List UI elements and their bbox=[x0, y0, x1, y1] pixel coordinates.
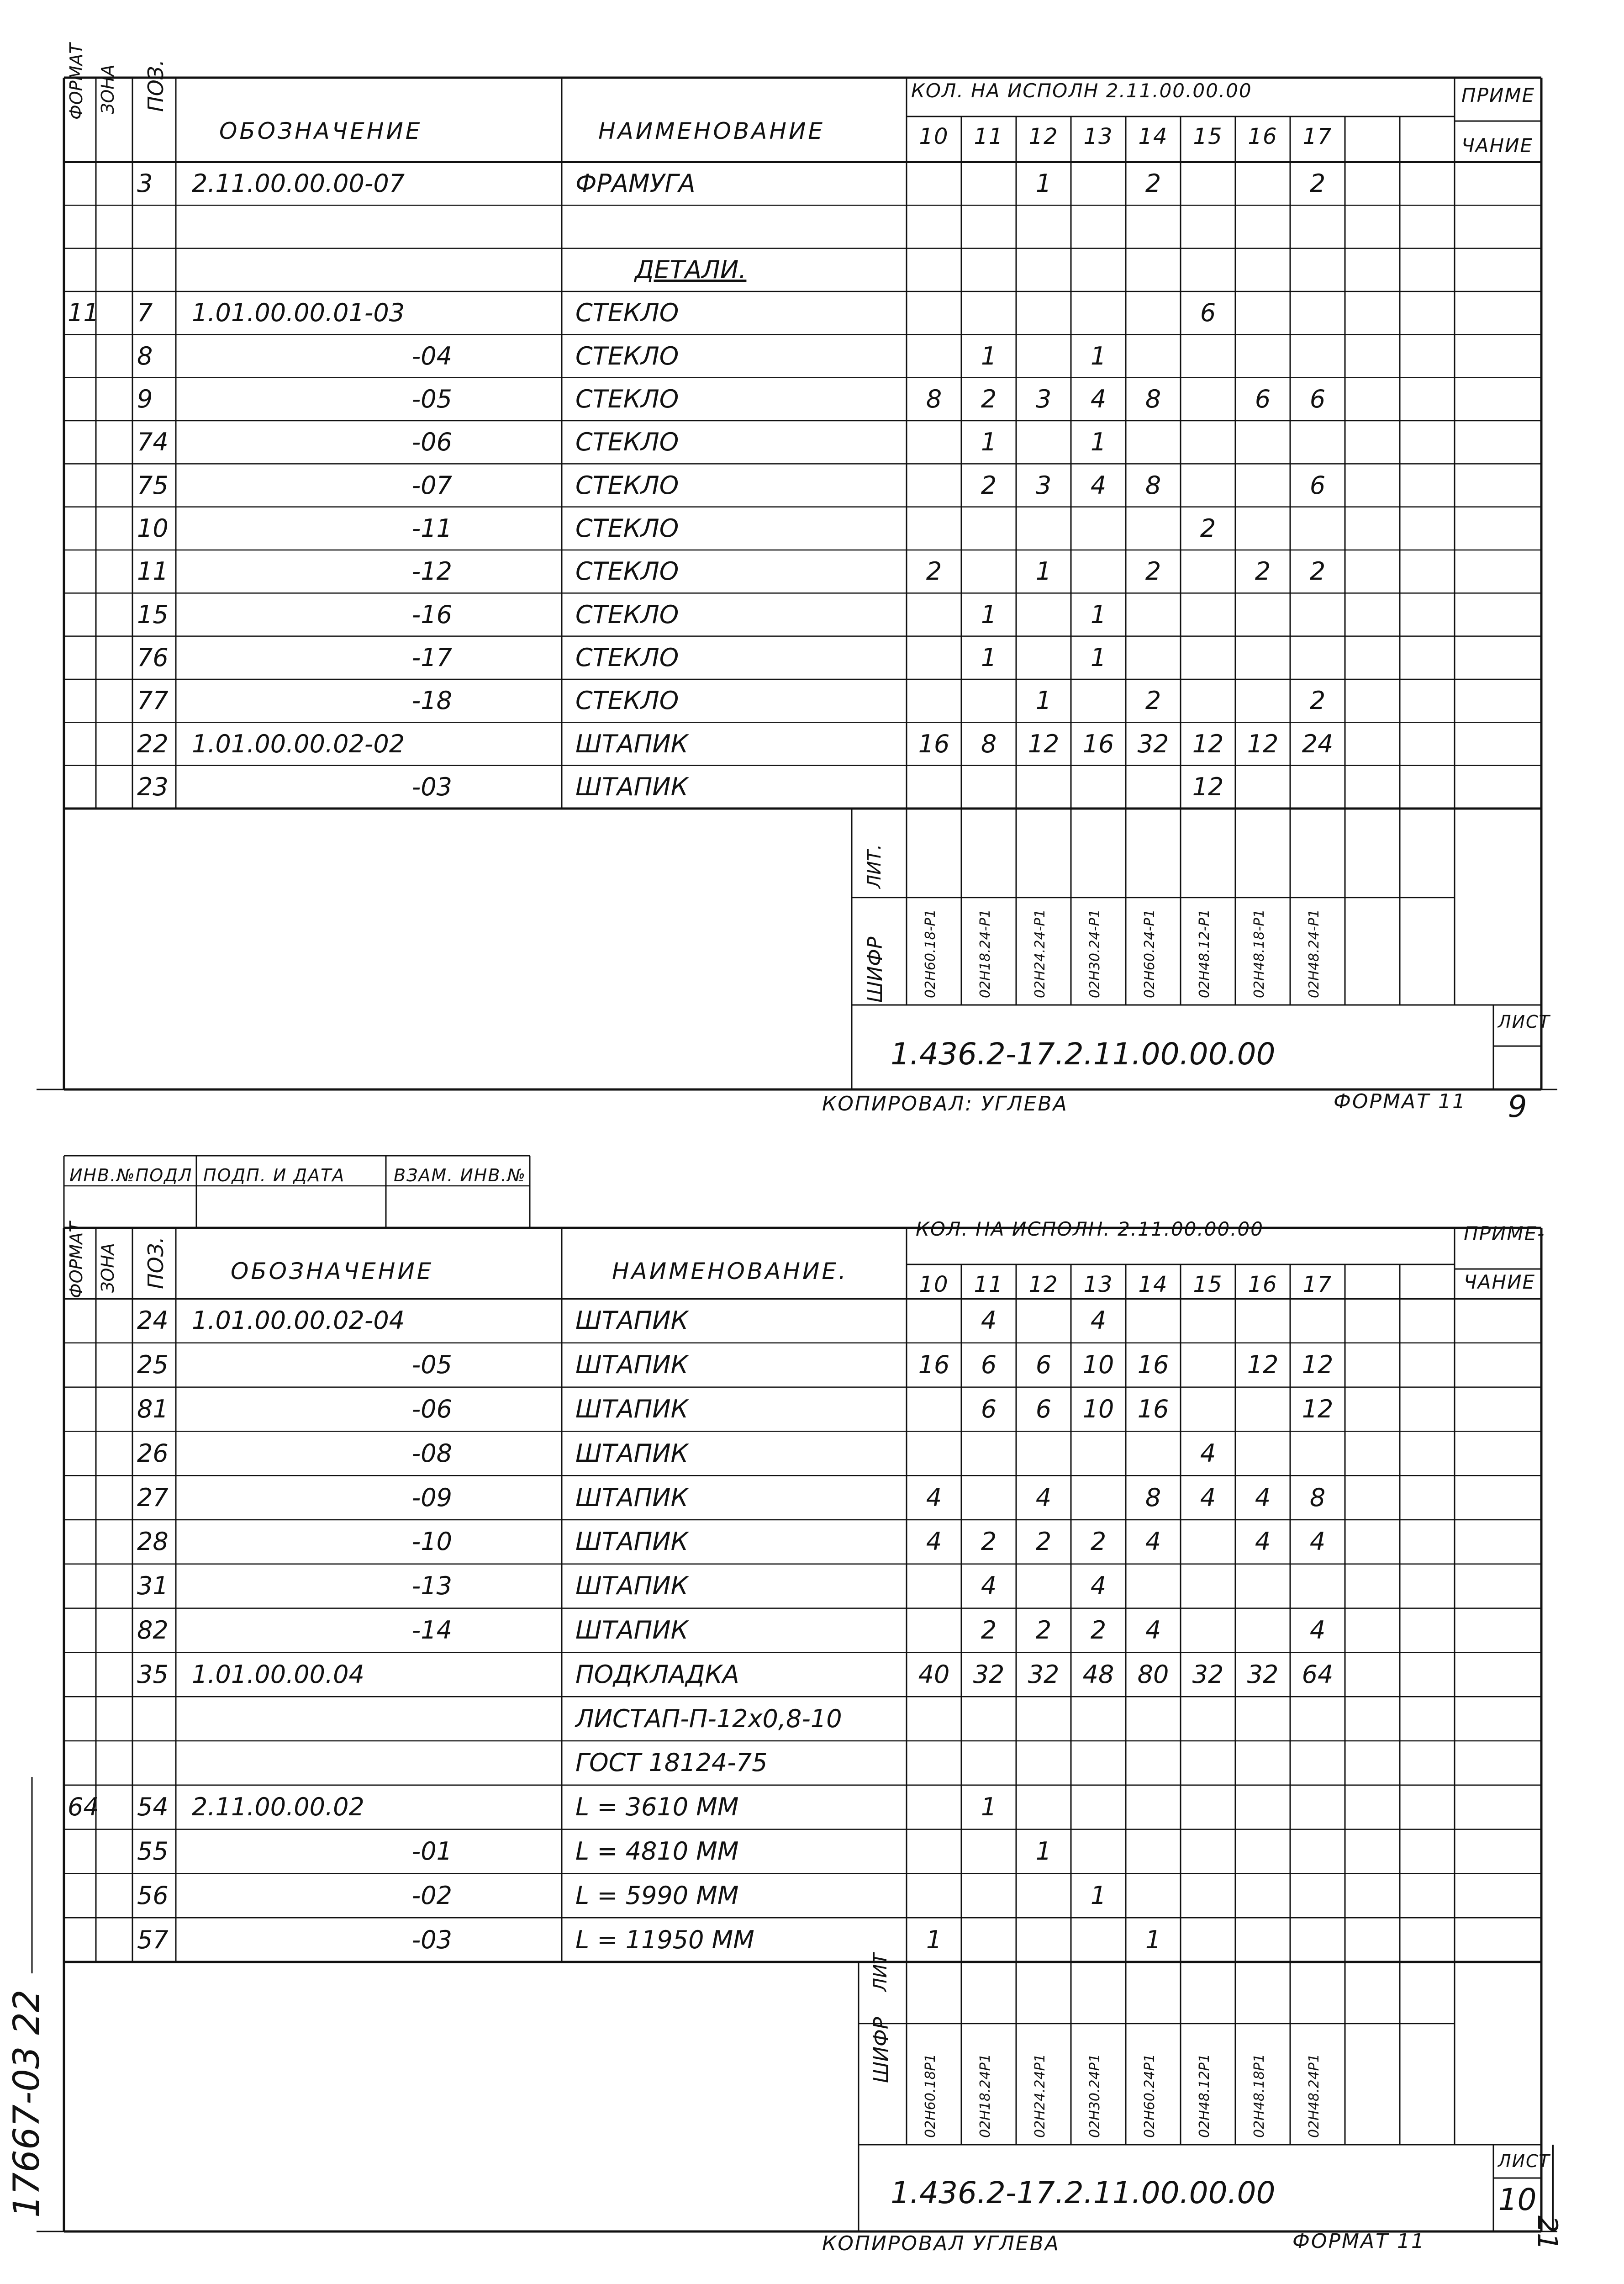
row-name: ШТАПИК bbox=[575, 1395, 689, 1423]
row-designation: -17 bbox=[411, 643, 452, 672]
row-qty-14: 16 bbox=[1137, 1350, 1169, 1380]
format-label: ФОРМАТ 11 bbox=[1292, 2230, 1425, 2253]
row-qty-13: 10 bbox=[1082, 1350, 1114, 1380]
quantity-column-10: 10 bbox=[919, 1272, 949, 1297]
row-name: ШТАПИК bbox=[575, 1616, 689, 1644]
format-label: ФОРМАТ 11 bbox=[1334, 1090, 1466, 1113]
row-qty-14: 2 bbox=[1145, 686, 1161, 715]
row-name: ЛИСТАП-П-12x0,8-10 bbox=[575, 1704, 842, 1733]
row-qty-10: 16 bbox=[918, 1350, 950, 1380]
row-qty-10: 4 bbox=[926, 1483, 942, 1512]
row-position: 15 bbox=[137, 600, 169, 629]
row-designation: -05 bbox=[411, 384, 452, 413]
row-qty-13: 10 bbox=[1082, 1395, 1114, 1423]
row-position: 8 bbox=[137, 341, 153, 370]
row-qty-13: 1 bbox=[1090, 341, 1107, 370]
shifr-code: 02Н48.18-Р1 bbox=[1251, 909, 1267, 998]
quantity-column-16: 16 bbox=[1248, 1272, 1278, 1297]
row-designation: -06 bbox=[411, 1395, 452, 1423]
shifr-code: 02Н48.24-Р1 bbox=[1306, 909, 1322, 998]
shifr-code: 02Н18.24Р1 bbox=[977, 2054, 993, 2138]
shifr-code: 02Н48.12-Р1 bbox=[1197, 909, 1213, 998]
row-qty-12: 12 bbox=[1028, 729, 1060, 758]
row-name: СТЕКЛО bbox=[575, 384, 679, 413]
row-name: ШТАПИК bbox=[575, 1438, 689, 1468]
row-qty-10: 4 bbox=[926, 1527, 942, 1556]
row-qty-12: 1 bbox=[1035, 1837, 1052, 1866]
row-qty-15: 12 bbox=[1192, 729, 1224, 758]
row-designation: -04 bbox=[411, 341, 452, 370]
row-position: 25 bbox=[137, 1350, 169, 1380]
row-name: L = 3610 ММ bbox=[575, 1792, 739, 1822]
quantity-column-13: 13 bbox=[1083, 124, 1113, 149]
approval-inv: ИНВ.№ПОДЛ bbox=[69, 1165, 193, 1185]
row-qty-15: 4 bbox=[1200, 1483, 1216, 1512]
row-qty-11: 4 bbox=[981, 1571, 997, 1601]
row-qty-11: 2 bbox=[981, 1527, 997, 1556]
header-name: НАИМЕНОВАНИЕ. bbox=[612, 1258, 848, 1285]
lit-label: ЛИТ bbox=[870, 1953, 891, 1992]
row-designation: -12 bbox=[411, 557, 452, 586]
row-position: 11 bbox=[137, 557, 169, 586]
row-qty-10: 40 bbox=[918, 1660, 950, 1689]
header-quantity: КОЛ. НА ИСПОЛН 2.11.00.00.00 bbox=[911, 79, 1252, 102]
row-qty-13: 4 bbox=[1090, 1571, 1107, 1601]
row-qty-13: 2 bbox=[1090, 1527, 1107, 1556]
row-name: СТЕКЛО bbox=[575, 341, 679, 370]
row-name: ШТАПИК bbox=[575, 1483, 689, 1512]
row-qty-16: 4 bbox=[1255, 1483, 1271, 1512]
header-note-bottom: ЧАНИЕ bbox=[1464, 1271, 1536, 1293]
row-qty-15: 4 bbox=[1200, 1438, 1216, 1468]
header-zone: ЗОНА bbox=[98, 1243, 118, 1293]
row-qty-14: 32 bbox=[1137, 729, 1169, 758]
row-position: 56 bbox=[137, 1881, 169, 1910]
quantity-column-11: 11 bbox=[974, 124, 1004, 149]
row-qty-12: 1 bbox=[1035, 169, 1052, 198]
quantity-column-15: 15 bbox=[1193, 124, 1223, 149]
shifr-code: 02Н60.18-Р1 bbox=[923, 909, 939, 998]
row-qty-14: 4 bbox=[1145, 1616, 1161, 1644]
row-qty-17: 2 bbox=[1309, 557, 1326, 586]
row-name: ФРАМУГА bbox=[575, 169, 696, 198]
row-name: L = 5990 ММ bbox=[575, 1881, 739, 1910]
row-qty-15: 2 bbox=[1200, 513, 1216, 543]
row-qty-14: 4 bbox=[1145, 1527, 1161, 1556]
row-position: 81 bbox=[137, 1395, 169, 1423]
row-position: 3 bbox=[137, 169, 153, 198]
row-position: 55 bbox=[137, 1837, 169, 1866]
row-qty-15: 12 bbox=[1192, 772, 1224, 801]
row-name: ШТАПИК bbox=[575, 1527, 689, 1556]
row-qty-17: 4 bbox=[1309, 1527, 1326, 1556]
row-qty-17: 24 bbox=[1302, 729, 1334, 758]
row-qty-12: 6 bbox=[1035, 1395, 1052, 1423]
shifr-code: 02Н18.24-Р1 bbox=[977, 909, 993, 998]
row-qty-12: 3 bbox=[1035, 471, 1052, 500]
row-designation: -13 bbox=[411, 1571, 452, 1601]
row-position: 10 bbox=[137, 513, 169, 543]
row-name: ШТАПИК bbox=[575, 729, 689, 758]
row-designation: -06 bbox=[411, 428, 452, 457]
row-qty-11: 1 bbox=[981, 341, 997, 370]
shifr-code: 02Н48.12Р1 bbox=[1197, 2054, 1213, 2138]
row-name: СТЕКЛО bbox=[575, 513, 679, 543]
row-qty-12: 32 bbox=[1028, 1660, 1060, 1689]
row-designation: 2.11.00.00.02 bbox=[192, 1792, 364, 1822]
row-name: ШТАПИК bbox=[575, 1350, 689, 1380]
spec-sheet-10 bbox=[0, 1142, 1624, 2284]
row-designation: 1.01.00.00.04 bbox=[192, 1660, 364, 1689]
row-qty-17: 6 bbox=[1309, 471, 1326, 500]
shifr-code: 02Н30.24Р1 bbox=[1087, 2054, 1103, 2138]
quantity-column-13: 13 bbox=[1083, 1272, 1113, 1297]
row-position: 24 bbox=[137, 1306, 169, 1335]
row-designation: -03 bbox=[411, 772, 452, 801]
row-qty-17: 12 bbox=[1302, 1395, 1334, 1423]
row-qty-12: 2 bbox=[1035, 1527, 1052, 1556]
row-qty-13: 4 bbox=[1090, 471, 1107, 500]
shifr-code: 02Н30.24-Р1 bbox=[1087, 909, 1103, 998]
row-position: 82 bbox=[137, 1616, 169, 1644]
header-pos: ПОЗ. bbox=[143, 1237, 168, 1289]
row-position: 23 bbox=[137, 772, 169, 801]
row-position: 9 bbox=[137, 384, 153, 413]
row-qty-13: 1 bbox=[1090, 643, 1107, 672]
row-qty-10: 2 bbox=[926, 557, 942, 586]
row-position: 28 bbox=[137, 1527, 169, 1556]
row-qty-16: 6 bbox=[1255, 384, 1271, 413]
approval-replace: ВЗАМ. ИНВ.№ bbox=[394, 1165, 527, 1185]
header-designation: ОБОЗНАЧЕНИЕ bbox=[231, 1258, 434, 1285]
quantity-column-12: 12 bbox=[1028, 1272, 1059, 1297]
row-qty-14: 80 bbox=[1137, 1660, 1169, 1689]
row-qty-12: 4 bbox=[1035, 1483, 1052, 1512]
row-name: ШТАПИК bbox=[575, 1571, 689, 1601]
row-qty-11: 2 bbox=[981, 1616, 997, 1644]
quantity-column-10: 10 bbox=[919, 124, 949, 149]
row-designation: 1.01.00.00.02-04 bbox=[192, 1306, 405, 1335]
approval-sign: ПОДП. И ДАТА bbox=[203, 1165, 345, 1185]
quantity-column-11: 11 bbox=[974, 1272, 1004, 1297]
row-designation: -11 bbox=[411, 513, 452, 543]
row-qty-15: 32 bbox=[1192, 1660, 1224, 1689]
row-position: 76 bbox=[137, 643, 169, 672]
row-qty-17: 64 bbox=[1302, 1660, 1334, 1689]
row-designation: -07 bbox=[411, 471, 452, 500]
row-qty-14: 2 bbox=[1145, 169, 1161, 198]
copied-by: КОПИРОВАЛ УГЛЕВА bbox=[822, 2232, 1060, 2255]
header-format: ФОРМАТ bbox=[66, 1221, 86, 1298]
row-name: ПОДКЛАДКА bbox=[575, 1660, 739, 1689]
row-qty-11: 8 bbox=[981, 729, 997, 758]
row-qty-16: 4 bbox=[1255, 1527, 1271, 1556]
shifr-code: 02Н60.24-Р1 bbox=[1142, 909, 1158, 998]
row-qty-17: 6 bbox=[1309, 384, 1326, 413]
row-qty-15: 6 bbox=[1200, 298, 1216, 328]
row-qty-10: 16 bbox=[918, 729, 950, 758]
row-qty-14: 8 bbox=[1145, 471, 1161, 500]
row-designation: -02 bbox=[411, 1881, 452, 1910]
header-pos: ПОЗ. bbox=[143, 59, 168, 112]
shifr-code: 02Н48.18Р1 bbox=[1251, 2054, 1267, 2138]
header-quantity: КОЛ. НА ИСПОЛН. 2.11.00.00.00 bbox=[916, 1218, 1264, 1240]
shifr-code: 02Н60.24Р1 bbox=[1142, 2054, 1158, 2138]
row-name: ГОСТ 18124-75 bbox=[575, 1748, 768, 1777]
row-qty-16: 12 bbox=[1247, 729, 1279, 758]
shifr-code: 02Н24.24Р1 bbox=[1032, 2054, 1048, 2138]
row-designation: 1.01.00.00.01-03 bbox=[192, 298, 405, 328]
row-qty-11: 1 bbox=[981, 643, 997, 672]
quantity-column-16: 16 bbox=[1248, 124, 1278, 149]
row-qty-11: 6 bbox=[981, 1350, 997, 1380]
sheet-number: 10 bbox=[1498, 2182, 1537, 2217]
row-qty-14: 1 bbox=[1145, 1925, 1161, 1954]
row-qty-11: 1 bbox=[981, 428, 997, 457]
row-qty-14: 8 bbox=[1145, 384, 1161, 413]
side-number: 17667-03 22 bbox=[6, 1989, 47, 2218]
row-qty-13: 4 bbox=[1090, 1306, 1107, 1335]
row-qty-11: 1 bbox=[981, 1792, 997, 1822]
row-qty-16: 12 bbox=[1247, 1350, 1279, 1380]
row-position: 54 bbox=[137, 1792, 169, 1822]
row-qty-17: 8 bbox=[1309, 1483, 1326, 1512]
quantity-column-14: 14 bbox=[1138, 1272, 1168, 1297]
row-name: СТЕКЛО bbox=[575, 428, 679, 457]
row-qty-17: 4 bbox=[1309, 1616, 1326, 1644]
row-designation: -10 bbox=[411, 1527, 452, 1556]
row-position: 74 bbox=[137, 428, 169, 457]
shifr-code: 02Н48.24Р1 bbox=[1306, 2054, 1322, 2138]
lit-label: ЛИТ. bbox=[864, 844, 885, 888]
row-designation: 2.11.00.00.00-07 bbox=[192, 169, 405, 198]
row-qty-11: 4 bbox=[981, 1306, 997, 1335]
header-designation: ОБОЗНАЧЕНИЕ bbox=[219, 118, 422, 144]
row-designation: -09 bbox=[411, 1483, 452, 1512]
row-designation: -03 bbox=[411, 1925, 452, 1954]
row-qty-17: 12 bbox=[1302, 1350, 1334, 1380]
row-name: L = 11950 ММ bbox=[575, 1925, 754, 1954]
row-qty-13: 1 bbox=[1090, 428, 1107, 457]
row-name: СТЕКЛО bbox=[575, 643, 679, 672]
row-qty-10: 1 bbox=[926, 1925, 942, 1954]
row-designation: -08 bbox=[411, 1438, 452, 1468]
row-name: L = 4810 ММ bbox=[575, 1837, 739, 1866]
quantity-column-14: 14 bbox=[1138, 124, 1168, 149]
shifr-code: 02Н24.24-Р1 bbox=[1032, 909, 1048, 998]
row-qty-14: 16 bbox=[1137, 1395, 1169, 1423]
header-format: ФОРМАТ bbox=[66, 43, 86, 120]
row-name: ШТАПИК bbox=[575, 772, 689, 801]
row-qty-13: 1 bbox=[1090, 600, 1107, 629]
section-title: ДЕТАЛИ. bbox=[635, 255, 747, 284]
header-zone: ЗОНА bbox=[98, 64, 118, 114]
header-note-bottom: ЧАНИЕ bbox=[1461, 134, 1534, 157]
corner-number: 21 bbox=[1531, 2215, 1563, 2251]
copied-by: КОПИРОВАЛ: УГЛЕВА bbox=[822, 1092, 1068, 1116]
row-qty-13: 4 bbox=[1090, 384, 1107, 413]
row-qty-14: 2 bbox=[1145, 557, 1161, 586]
quantity-column-17: 17 bbox=[1302, 124, 1333, 149]
row-qty-11: 1 bbox=[981, 600, 997, 629]
row-designation: -14 bbox=[411, 1616, 452, 1644]
row-designation: 1.01.00.00.02-02 bbox=[192, 729, 405, 758]
row-position: 75 bbox=[137, 471, 169, 500]
row-designation: -05 bbox=[411, 1350, 452, 1380]
row-qty-14: 8 bbox=[1145, 1483, 1161, 1512]
sheet-label: ЛИСТ bbox=[1498, 2151, 1550, 2171]
row-name: СТЕКЛО bbox=[575, 686, 679, 715]
row-qty-16: 2 bbox=[1255, 557, 1271, 586]
row-qty-13: 16 bbox=[1082, 729, 1114, 758]
row-qty-11: 2 bbox=[981, 471, 997, 500]
shifr-code: 02Н60.18Р1 bbox=[923, 2054, 939, 2138]
row-position: 31 bbox=[137, 1571, 169, 1601]
row-qty-11: 6 bbox=[981, 1395, 997, 1423]
row-designation: -01 bbox=[411, 1837, 452, 1866]
row-qty-11: 2 bbox=[981, 384, 997, 413]
row-position: 7 bbox=[137, 298, 153, 328]
row-qty-12: 1 bbox=[1035, 557, 1052, 586]
quantity-column-15: 15 bbox=[1193, 1272, 1223, 1297]
row-designation: -16 bbox=[411, 600, 452, 629]
sheet-label: ЛИСТ bbox=[1498, 1012, 1550, 1032]
row-qty-12: 1 bbox=[1035, 686, 1052, 715]
row-qty-12: 3 bbox=[1035, 384, 1052, 413]
row-name: СТЕКЛО bbox=[575, 557, 679, 586]
row-qty-12: 6 bbox=[1035, 1350, 1052, 1380]
row-position: 27 bbox=[137, 1483, 169, 1512]
row-qty-13: 48 bbox=[1082, 1660, 1114, 1689]
document-number: 1.436.2-17.2.11.00.00.00 bbox=[891, 2175, 1276, 2210]
row-qty-10: 8 bbox=[926, 384, 942, 413]
quantity-column-12: 12 bbox=[1028, 124, 1059, 149]
header-note-top: ПРИМЕ bbox=[1461, 84, 1535, 106]
shifr-label: ШИФР bbox=[870, 2017, 893, 2083]
sheet-number: 9 bbox=[1508, 1089, 1527, 1124]
header-name: НАИМЕНОВАНИЕ bbox=[598, 118, 825, 144]
row-name: СТЕКЛО bbox=[575, 298, 679, 328]
row-name: СТЕКЛО bbox=[575, 600, 679, 629]
header-note-top: ПРИМЕ- bbox=[1464, 1222, 1545, 1245]
row-position: 22 bbox=[137, 729, 169, 758]
row-qty-11: 32 bbox=[973, 1660, 1005, 1689]
row-name: СТЕКЛО bbox=[575, 471, 679, 500]
row-qty-13: 2 bbox=[1090, 1616, 1107, 1644]
row-qty-13: 1 bbox=[1090, 1881, 1107, 1910]
row-format: 11 bbox=[68, 298, 99, 328]
row-position: 26 bbox=[137, 1438, 169, 1468]
row-name: ШТАПИК bbox=[575, 1306, 689, 1335]
quantity-column-17: 17 bbox=[1302, 1272, 1333, 1297]
row-designation: -18 bbox=[411, 686, 452, 715]
shifr-label: ШИФР bbox=[864, 936, 887, 1003]
row-qty-12: 2 bbox=[1035, 1616, 1052, 1644]
row-qty-17: 2 bbox=[1309, 686, 1326, 715]
row-position: 77 bbox=[137, 686, 169, 715]
row-qty-17: 2 bbox=[1309, 169, 1326, 198]
row-position: 35 bbox=[137, 1660, 169, 1689]
row-position: 57 bbox=[137, 1925, 169, 1954]
row-qty-16: 32 bbox=[1247, 1660, 1279, 1689]
document-number: 1.436.2-17.2.11.00.00.00 bbox=[891, 1036, 1276, 1072]
row-format: 64 bbox=[68, 1792, 99, 1822]
